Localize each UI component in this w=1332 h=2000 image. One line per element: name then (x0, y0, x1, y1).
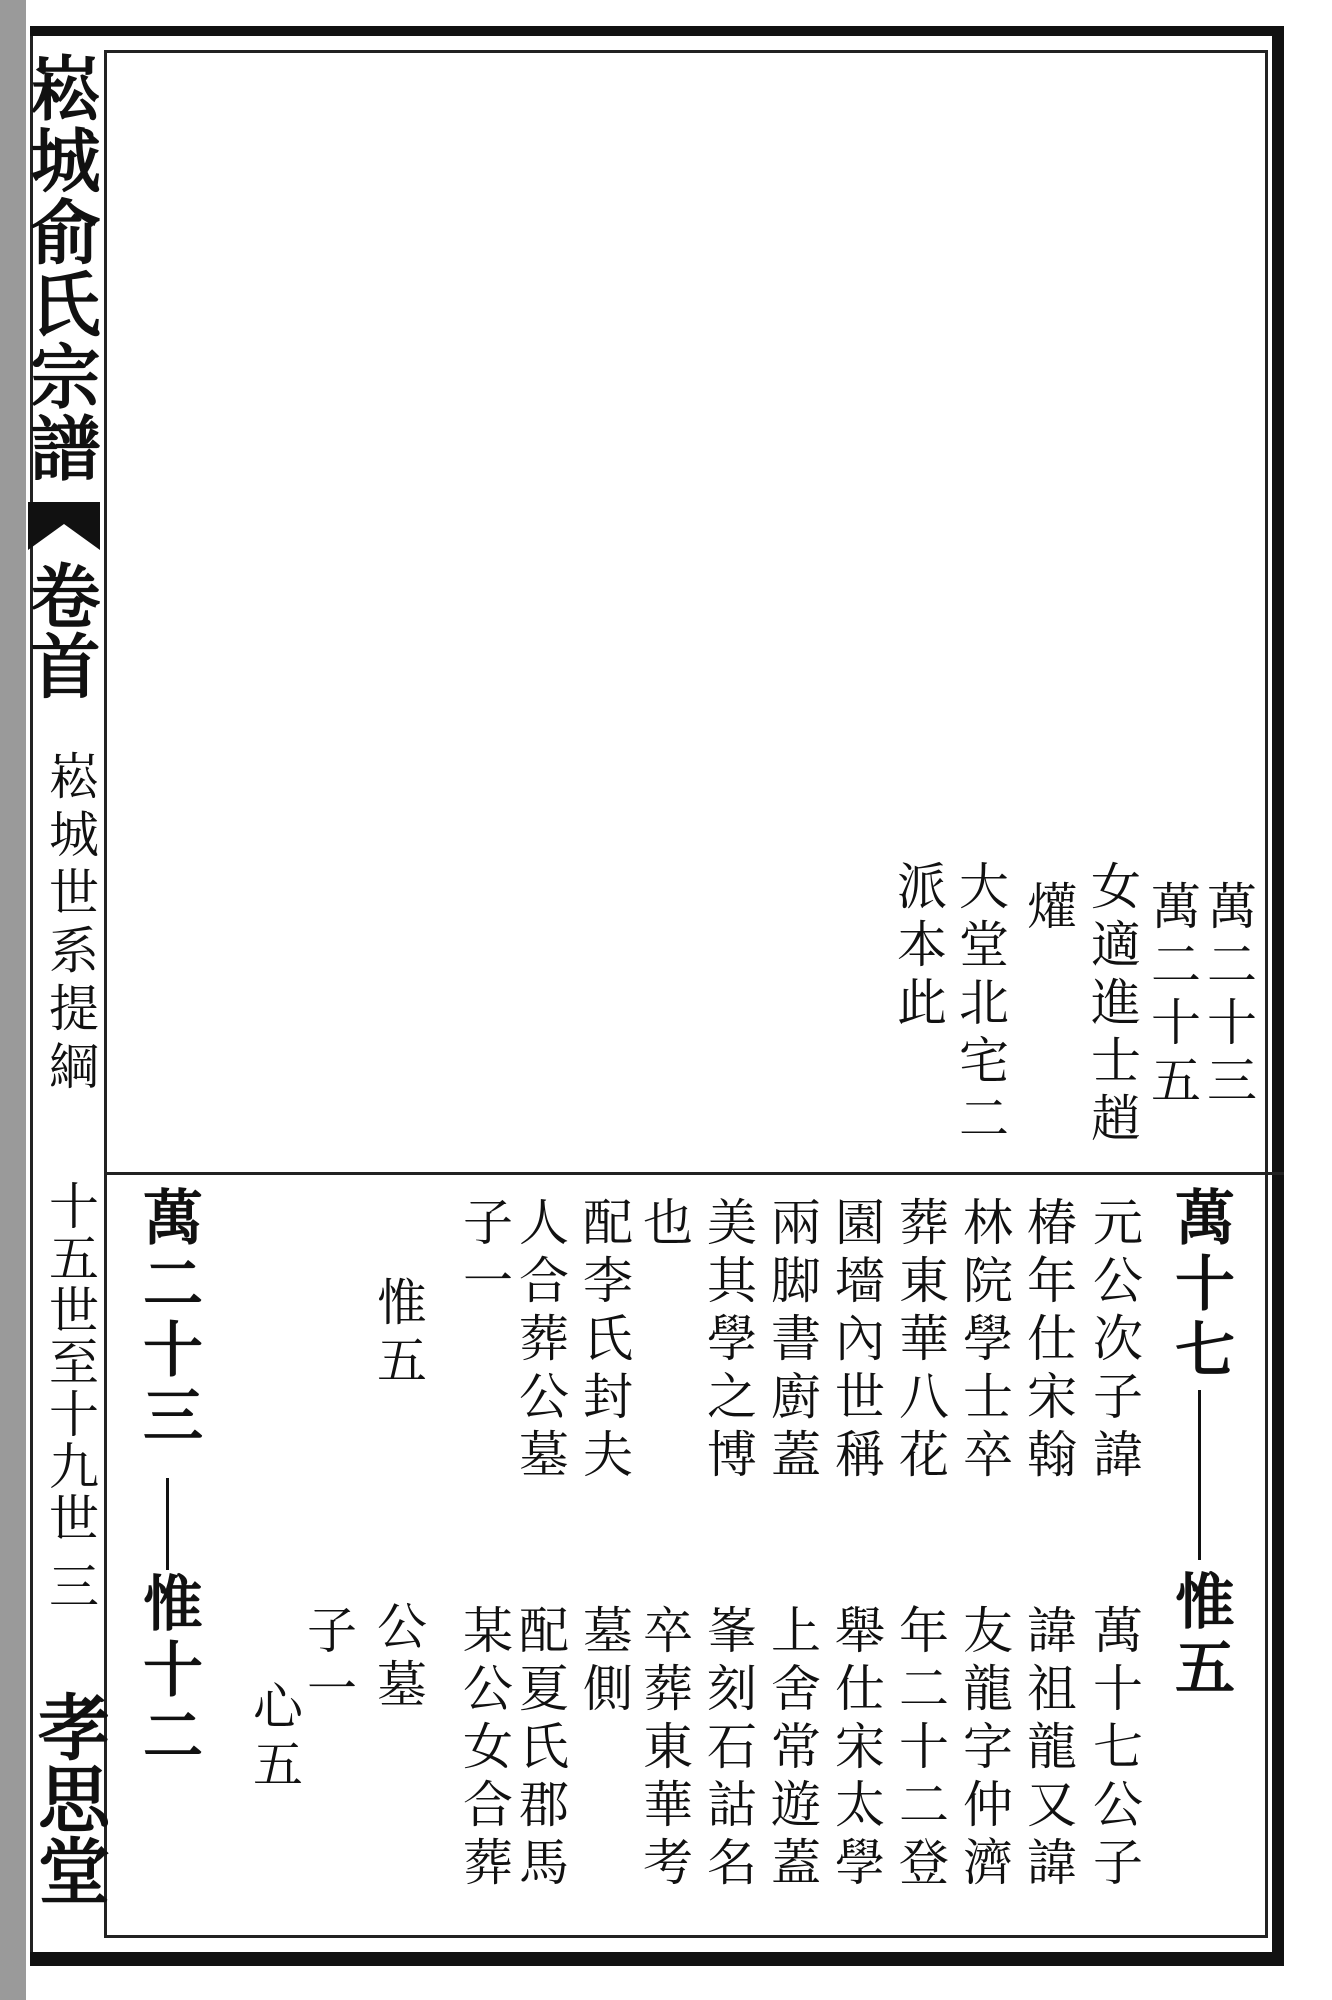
hall-name: 孝思堂 (26, 1690, 111, 1906)
bio-a-upper-col-9: 配李氏封夫 (575, 1196, 633, 1486)
descendant-name-b: 惟五 (369, 1276, 427, 1392)
bio-a-col-7: 峯刻石詁名 (699, 1604, 757, 1894)
bio-a-upper-col-3: 林院學士卒 (955, 1196, 1013, 1486)
bio-a-upper-col-2: 椿年仕宋翰 (1019, 1196, 1077, 1486)
page-number: 三 (41, 1560, 99, 1610)
upper-col-4: 爟 (1019, 880, 1077, 938)
bio-a-upper-col-5: 園墻內世稱 (827, 1196, 885, 1486)
bio-a-upper-col-6: 兩脚書廚蓋 (763, 1196, 821, 1486)
bio-a-upper-col-4: 葬東華八花 (891, 1196, 949, 1486)
bio-a-col-6: 上舍常遊蓋 (763, 1604, 821, 1894)
frame-right-border (1272, 26, 1284, 1966)
person-name-a: 萬十七 (1165, 1186, 1235, 1384)
bio-a-upper-col-11: 子一 (455, 1196, 513, 1312)
upper-col-6: 派本此 (889, 860, 947, 1034)
lineage-line-c (166, 1478, 169, 1570)
bio-a-col-10: 配夏氏郡馬 (511, 1604, 569, 1894)
frame-bottom-border (30, 1952, 1280, 1966)
bio-a-col-2: 諱祖龍又諱 (1019, 1604, 1077, 1894)
register-divider (104, 1172, 1284, 1175)
bio-a-col-1: 萬十七公子 (1085, 1604, 1143, 1894)
bio-a-col-4: 年二十二登 (891, 1604, 949, 1894)
volume-label: 卷首 (19, 560, 102, 700)
burial-note-b: 公墓 (369, 1600, 427, 1716)
person-name-c: 萬二十三 (133, 1186, 203, 1450)
upper-col-2: 萬二十五 (1143, 880, 1201, 1112)
book-title: 崧城俞氏宗譜 (19, 52, 102, 484)
upper-col-5: 大堂北宅二 (951, 860, 1009, 1150)
bio-a-col-8: 卒葬東華考 (635, 1604, 693, 1894)
bio-a-col-9: 某公女合葬 (455, 1604, 513, 1894)
bio-a-col-5: 舉仕宋太學 (827, 1604, 885, 1894)
descendant-child-b: 心五 (245, 1680, 303, 1796)
bio-a-upper-col-7: 美其學之博 (699, 1196, 757, 1486)
upper-col-3: 女適進士趙 (1083, 860, 1141, 1150)
bio-a-col-3: 友龍字仲濟 (955, 1604, 1013, 1894)
bio-a-upper-col-8: 也 (635, 1196, 693, 1254)
child-count-b: 子一 (299, 1604, 357, 1720)
generation-range: 十五世至十九世 (41, 1180, 99, 1544)
bio-a-upper-col-10: 人合葬公墓 (511, 1196, 569, 1486)
frame-top-border (30, 26, 1280, 36)
fishtail-mark-icon (26, 500, 102, 552)
bio-a-col-11: 墓側 (575, 1604, 633, 1720)
child-name-a: 惟五 (1165, 1570, 1235, 1702)
upper-col-1: 萬二十三 (1199, 880, 1257, 1112)
section-title: 崧城世系提綱 (41, 750, 99, 1098)
bio-a-upper-col-1: 元公次子諱 (1085, 1196, 1143, 1486)
child-name-c: 惟十二 (133, 1572, 203, 1770)
lineage-line-a (1198, 1390, 1201, 1560)
